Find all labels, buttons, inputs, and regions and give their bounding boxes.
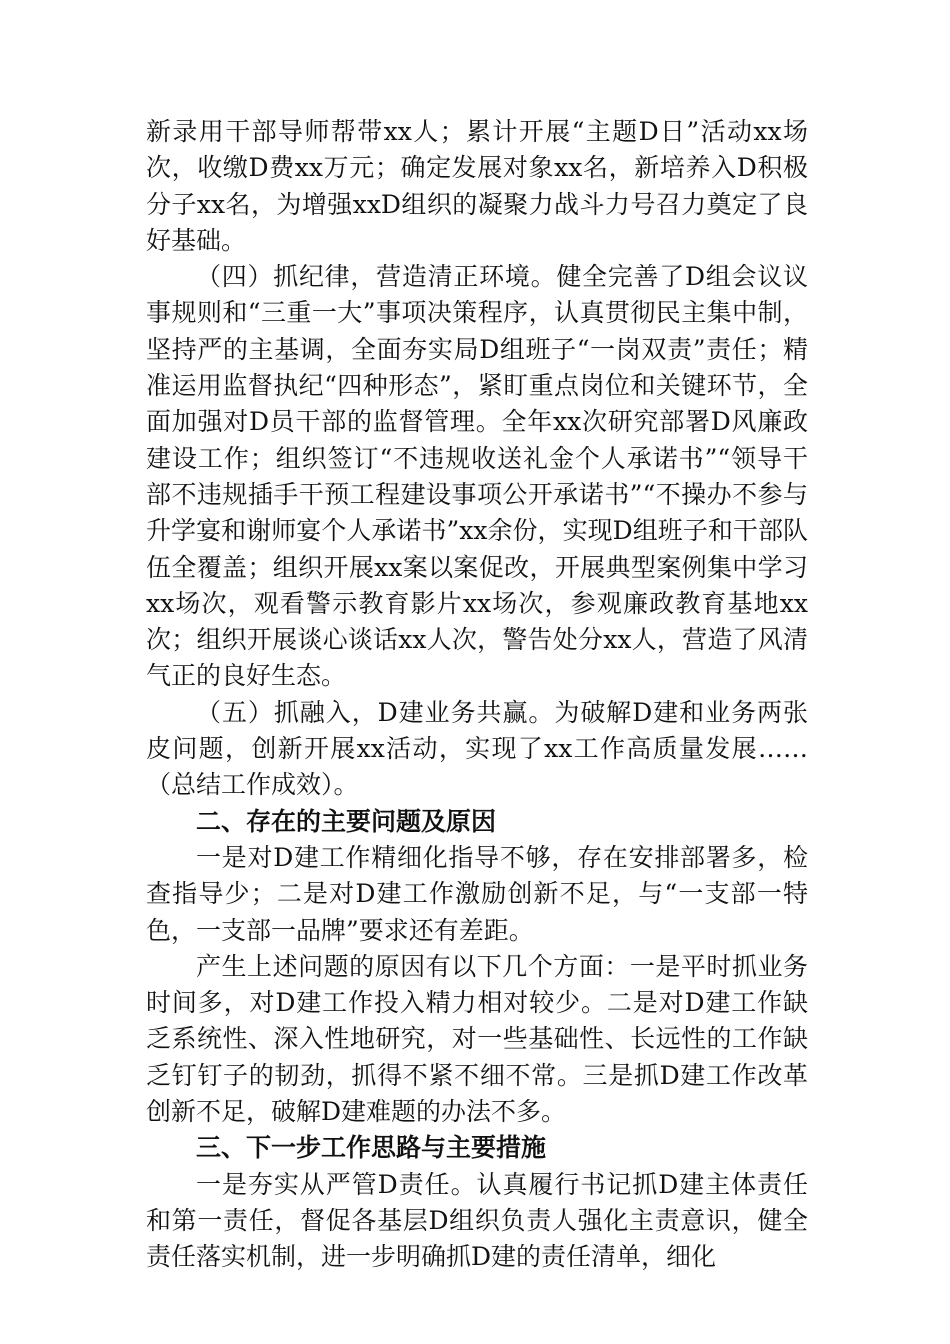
paragraph-integration: （五）抓融入，D建业务共赢。为破解D建和业务两张皮问题，创新开展xx活动，实现了xx工作高质量发展……（总结工作成效）。 — [146, 697, 808, 800]
section-heading-problems: 二、存在的主要问题及原因 — [196, 806, 497, 836]
paragraph-causes: 产生上述问题的原因有以下几个方面：一是平时抓业务时间多，对D建工作投入精力相对较少。二是对D建工作缺乏系统性、深入性地研究，对一些基础性、长远性的工作缺乏钉钉子的韧劲，抓得不紧不细不常。三是抓D建工作改革创新不足，破解D建难题的办法不多。 — [146, 951, 808, 1127]
paragraph-discipline: （四）抓纪律，营造清正环境。健全完善了D组会议议事规则和“三重一大”事项决策程序，认真贯彻民主集中制，坚持严的主基调，全面夯实局D组班子“一岗双责”责任；精准运用监督执纪“四种形态”，紧盯重点岗位和关键环节，全面加强对D员干部的监督管理。全年xx次研究部署D风廉政建设工作；组织签订“不违规收送礼金个人承诺书”“领导干部不违规插手干预工程建设事项公开承诺书”“不操办不参与升学宴和谢师宴个人承诺书”xx余份，实现D组班子和干部队伍全覆盖；组织开展xx案以案促改，开展典型案例集中学习xx场次，观看警示教育影片xx场次，参观廉政教育基地xx次；组织开展谈心谈话xx人次，警告处分xx人，营造了风清气正的良好生态。 — [146, 262, 808, 691]
paragraph-responsibility: 一是夯实从严管D责任。认真履行书记抓D建主体责任和第一责任，督促各基层D组织负责人强化主责意识，健全责任落实机制，进一步明确抓D建的责任清单，细化 — [146, 1169, 808, 1272]
paragraph-problems: 一是对D建工作精细化指导不够，存在安排部署多，检查指导少；二是对D建工作激励创新不足，与“一支部一特色，一支部一品牌”要求还有差距。 — [146, 842, 808, 945]
document-body — [146, 114, 808, 1276]
section-heading-next-steps: 三、下一步工作思路与主要措施 — [196, 1133, 547, 1163]
paragraph-continued-summary: 新录用干部导师帮带xx人；累计开展“主题D日”活动xx场次，收缴D费xx万元；确定发展对象xx名，新培养入D积极分子xx名，为增强xxD组织的凝聚力战斗力号召力奠定了良好基础。 — [146, 117, 808, 255]
